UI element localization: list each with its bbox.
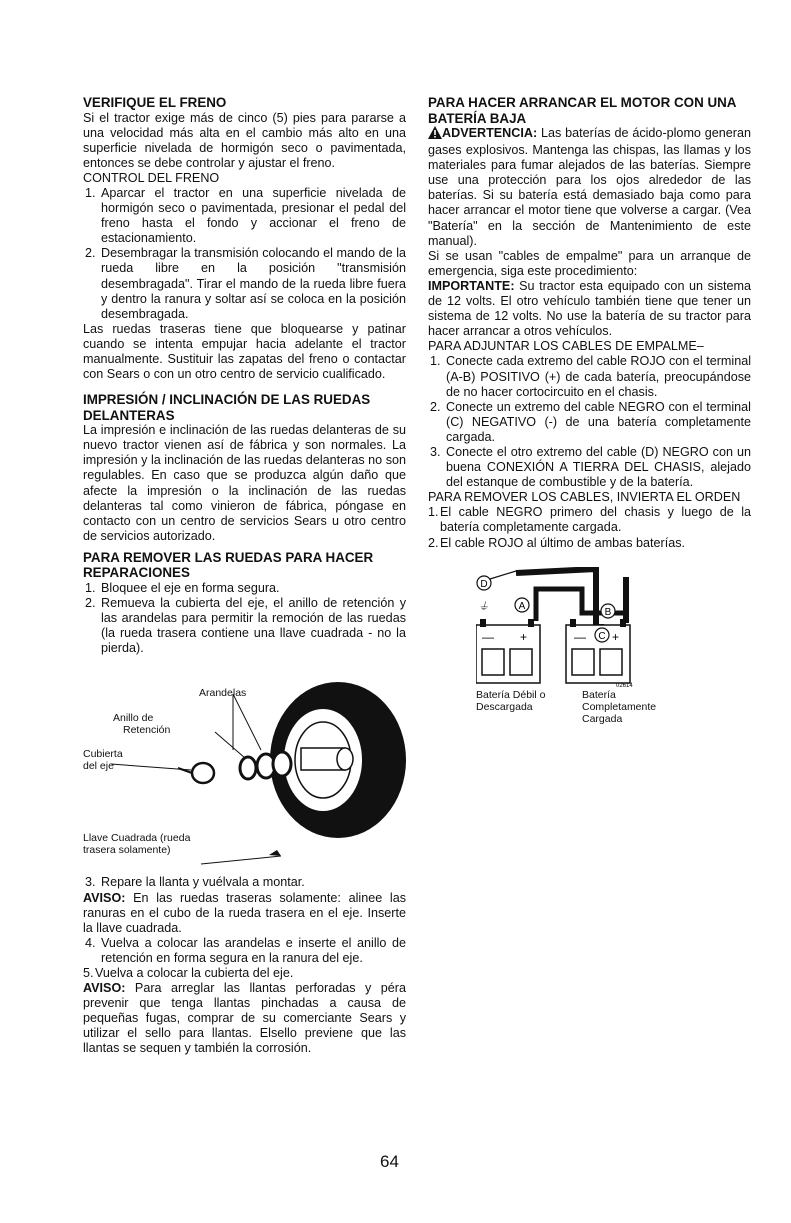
notice-2: AVISO: Para arreglar las llantas perforadas y péra prevenir que tenga llantas pinchadas a causa de pequeñas fugas, comprar de su comerciante Sears y utilizar el sello para llantas. Elsello previene que las llantas se sequen y también la corrosión. [83, 981, 406, 1056]
brake-steps [83, 186, 406, 322]
list-item: 1. Aparcar el tractor en una superficie nivelada de hormigón seco o pavimentada, presionar el pedal del freno hasta el fondo y accionar el freno de estacionamiento. [85, 185, 406, 246]
page-number: 64 [380, 1152, 399, 1171]
wheel-alignment-text: La impresión e inclinación de las ruedas delanteras de su nuevo tractor vienen así de fábrica y son normales. La impresión y la inclinación de las ruedas delanteras no son regulables. En caso que se produzca algún daño que afecte la impresión o la inclinación de las ruedas delanteras tal como vinieron de fábrica, póngase en contacto con un centro de servicios Sears u otro centro de servicios autorizado. [83, 423, 406, 543]
attach-cables-label: PARA ADJUNTAR LOS CABLES DE EMPALME– [428, 339, 704, 354]
charged-battery-label-1: Batería [582, 688, 616, 701]
svg-text:02614: 02614 [616, 682, 633, 687]
svg-text:C: C [598, 630, 606, 642]
battery-illustration [476, 567, 676, 687]
brake-heading: VERIFIQUE EL FRENO [83, 95, 227, 110]
list-item: 3. Conecte el otro extremo del cable (D) NEGRO con un buena CONEXIÓN A TIERRA DEL CHASIS, alejado del estanque de combustible y de la batería. [430, 444, 751, 490]
weak-battery-label-1: Batería Débil o [476, 688, 546, 701]
wheel-alignment-heading: IMPRESIÓN / INCLINACIÓN DE LAS RUEDAS DELANTERAS [83, 392, 371, 423]
brake-control-label: CONTROL DEL FRENO [83, 170, 220, 185]
axle-cover-label-2: del eje [83, 760, 114, 773]
list-item: 2. Desembragar la transmisión colocando el mando de la rueda libre en la posición "transmisión desembragada". Tirar el mando de la rueda libre fuera y dentro la ranura y soltar así se coloca en la posición desembragada. [85, 246, 406, 321]
warning-paragraph: ADVERTENCIA: Las baterías de ácido-plomo generan gases explosivos. Mantenga las chispas, las llamas y los materiales para fumar alejados de las baterías. Siempre use una protección para los ojos alrededor de las baterías. Si su batería está demasiado baja como para hacer arrancar el motor tiene que volverse a cargar. (Vea "Batería" en la sección de Mantenimiento de este manual). [428, 126, 751, 248]
svg-text:+: + [520, 629, 528, 644]
weak-battery-label-2: Descargada [476, 700, 533, 713]
attach-steps [428, 354, 751, 490]
notice-1: AVISO: En las ruedas traseras solamente: alinee las ranuras en el cubo de la rueda trasera en el eje. Inserte la llave cuadrada. [83, 890, 406, 935]
retaining-ring-label-1: Anillo de [113, 712, 154, 725]
jumper-intro: Si se usan "cables de empalme" para un arranque de emergencia, siga este procedimiento: [428, 248, 751, 278]
wheel-removal-heading: PARA REMOVER LAS RUEDAS PARA HACER REPARACIONES [83, 549, 374, 581]
svg-text:B: B [604, 606, 612, 618]
right-column [428, 95, 751, 767]
list-item: 4. Vuelva a colocar las arandelas e inserte el anillo de retención en forma segura en la ranura del eje. [85, 935, 406, 965]
brake-intro: Si el tractor exige más de cinco (5) pies para pararse a una velocidad más alta en el cambio más alto en una superficie nivelada de hormigón seco o pavimentada, entonces se debe controlar y ajustar el freno. [83, 110, 406, 170]
list-item: 1. Bloquee el eje en forma segura. [85, 580, 280, 595]
list-item: 2. Remueva la cubierta del eje, el anillo de retención y las arandelas para permitir la remoción de las ruedas (la rueda trasera contiene una llave cuadrada - no la pierda). [85, 596, 406, 656]
svg-text:A: A [518, 600, 526, 612]
warning-icon [428, 126, 442, 143]
svg-text:—: — [574, 629, 586, 644]
brake-note: Las ruedas traseras tiene que bloquearse y patinar cuando se intenta empujar hacia adelante el tractor manualmente. Sustituir las zapatas del freno o contactar con Sears o con un otro centro de servicio cualificado. [83, 321, 406, 382]
square-key-label-1: Llave Cuadrada (rueda [83, 832, 191, 845]
axle-cover-label-1: Cubierta [83, 748, 123, 761]
wheel-removal-steps [83, 581, 406, 656]
remove-cables-label: PARA REMOVER LOS CABLES, INVIERTA EL ORDEN [428, 490, 741, 505]
svg-text:+: + [612, 629, 620, 644]
list-item: 2. El cable ROJO al último de ambas baterías. [428, 535, 685, 550]
left-column [83, 95, 406, 1057]
svg-text:D: D [480, 578, 488, 590]
list-item: 1. El cable NEGRO primero del chasis y luego de la batería completamente cargada. [428, 505, 751, 535]
reassembly-steps [83, 936, 406, 981]
list-item: 5. Vuelva a colocar la cubierta del eje. [83, 965, 294, 980]
list-item: 2. Conecte un extremo del cable NEGRO con el terminal (C) NEGATIVO (-) de una batería completamente cargada. [430, 399, 751, 444]
wheel-removal-diagram [83, 660, 406, 875]
retaining-ring-label-2: Retención [123, 724, 171, 737]
list-item: 1. Conecte cada extremo del cable ROJO con el terminal (A-B) POSITIVO (+) de cada batería, preocupándose de no hacer cortocircuito en el chasis. [430, 354, 751, 399]
svg-text:⏚: ⏚ [478, 600, 489, 613]
charged-battery-label-3: Cargada [582, 712, 623, 725]
battery-diagram [476, 567, 791, 767]
remove-steps [428, 505, 751, 550]
list-item: 3. Repare la llanta y vuélvala a montar. [85, 875, 305, 890]
square-key-label-2: trasera solamente) [83, 844, 171, 857]
jump-start-heading: PARA HACER ARRANCAR EL MOTOR CON UNA BATERÍA BAJA [428, 95, 736, 126]
washers-label: Arandelas [199, 687, 247, 700]
important-paragraph: IMPORTANTE: Su tractor esta equipado con un sistema de 12 volts. El otro vehículo también tiene que tener un sistema de 12 volts. No use la batería de su tractor para hacer arrancar a otros vehículos. [428, 278, 751, 339]
charged-battery-label-2: Completamente [582, 700, 657, 713]
svg-text:—: — [482, 629, 494, 644]
repair-steps [83, 875, 406, 890]
